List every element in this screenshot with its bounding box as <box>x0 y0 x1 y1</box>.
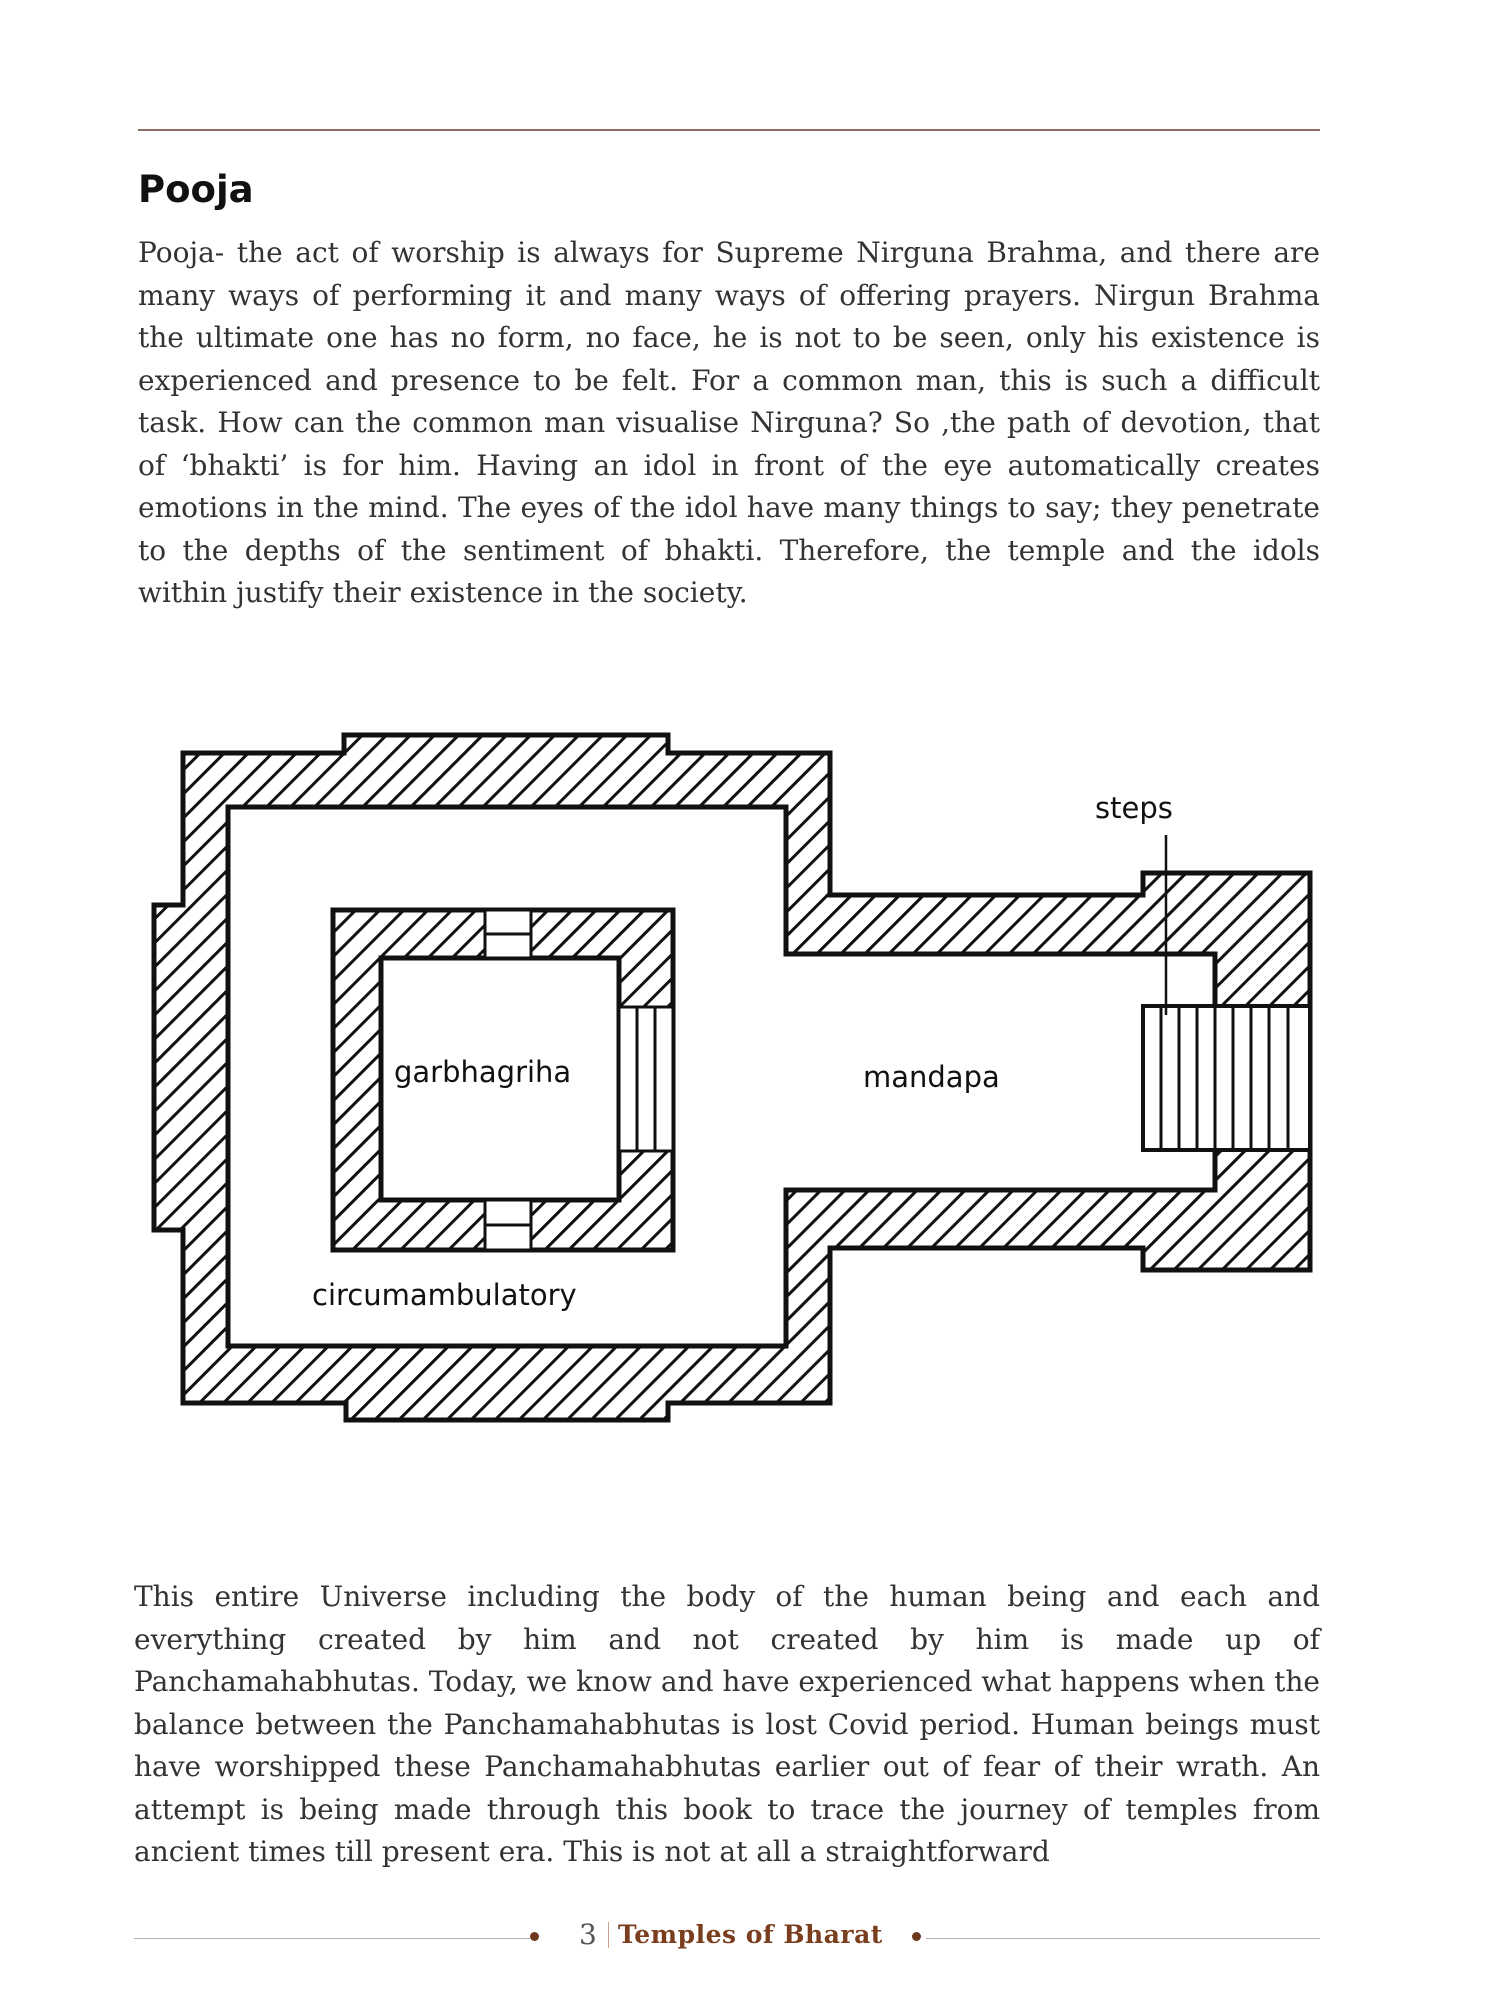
book-title: Temples of Bharat <box>618 1920 883 1949</box>
footer-bullet-right <box>912 1932 921 1941</box>
footer-rule-right <box>926 1938 1320 1939</box>
label-circumambulatory: circumambulatory <box>312 1278 577 1312</box>
top-rule <box>138 129 1320 131</box>
garbhagriha-doorway <box>619 1007 673 1151</box>
outer-wall <box>154 735 1310 1420</box>
section-heading: Pooja <box>138 168 254 211</box>
page-number: 3 <box>579 1918 597 1951</box>
footer-rule-left <box>134 1938 530 1939</box>
label-steps: steps <box>1095 791 1173 825</box>
label-garbhagriha: garbhagriha <box>394 1055 572 1089</box>
universe-paragraph: This entire Universe including the body of the human being and each and everything created by him and not created by him is made up of Panchamahabhutas. Today, we know and have experienced what happens when the balance between the Panchamahabhutas is lost Covid period. Human beings must have worshipped these Panchamahabhutas earlier out of fear of their wrath. An attempt is being made through this book to trace the journey of temples from ancient times till present era. This is not at all a straightforward <box>134 1580 1320 1868</box>
intro-paragraph: Pooja- the act of worship is always for Supreme Nirguna Brahma, and there are many ways of performing it and many ways of offering prayers. Nirgun Brahma the ultimate one has no form, no face, he is not to be seen, only his existence is experienced and presence to be felt. For a common man, this is such a difficult task. How can the common man visualise Nirguna? So ,the path of devotion, that of ‘bhakti’ is for him. Having an idol in front of the eye automatically creates emotions in the mind. The eyes of the idol have many things to say; they penetrate to the depths of the sentiment of bhakti. Therefore, the temple and the idols within justify their existence in the society. <box>138 236 1320 609</box>
entrance-steps <box>1143 1006 1310 1150</box>
label-mandapa: mandapa <box>863 1060 1000 1094</box>
page-footer <box>134 1918 1320 1958</box>
footer-separator <box>608 1922 609 1948</box>
temple-floor-plan <box>140 715 1320 1460</box>
footer-bullet-left <box>530 1932 539 1941</box>
